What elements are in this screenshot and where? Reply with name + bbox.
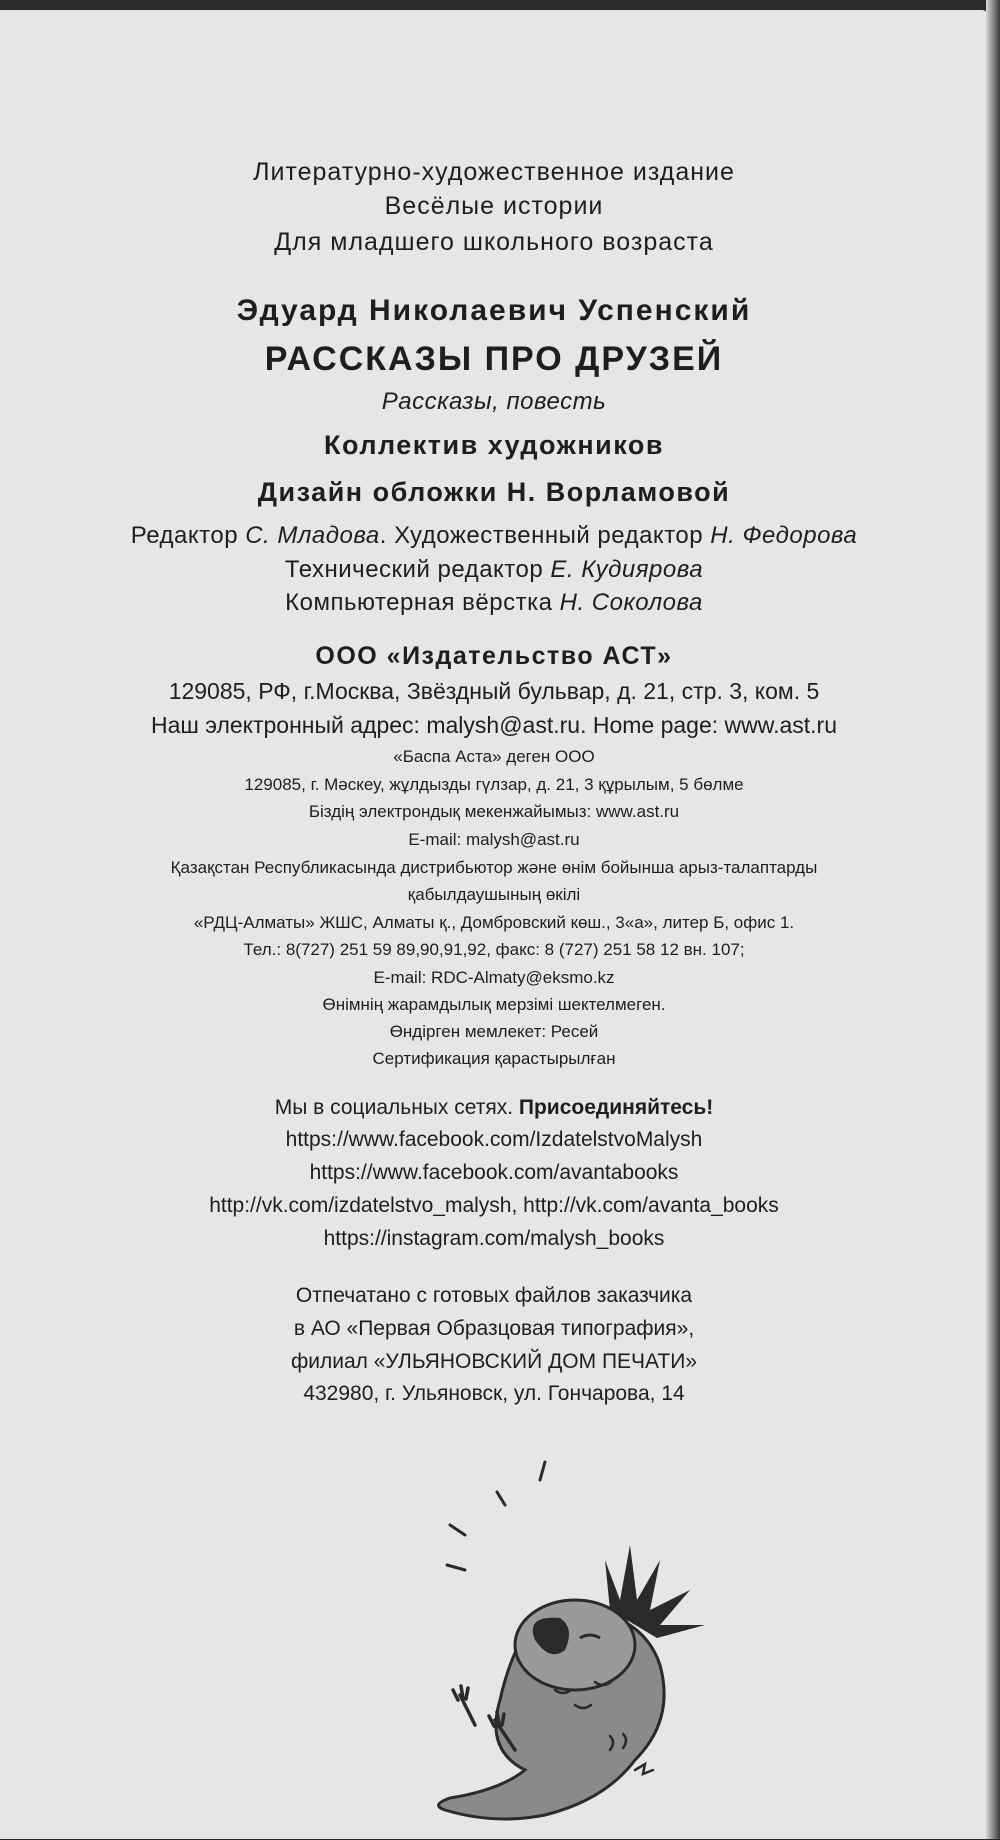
tech-editor-name: Е. Кудиярова [550,556,704,583]
kz-line-9: E-mail: RDC-Almaty@eksmo.kz [373,968,615,987]
tech-editor-label: Технический редактор [284,556,544,583]
social-facebook-2: https://www.facebook.com/avantabooks [309,1161,679,1184]
age-group: Для младшего школьного возраста [274,228,714,256]
printing-line-1: Отпечатано с готовых файлов заказчика [295,1284,693,1307]
social-intro [0,1096,988,1120]
kz-line-12: Сертификация қарастырылған [372,1049,616,1068]
credits-tech-editor [0,556,988,584]
kz-line-3: Біздің электрондық мекенжайымыз: www.ast.ru [308,802,680,821]
illustrators: Коллектив художников [324,430,664,460]
social-instagram: https://instagram.com/malysh_books [323,1227,665,1250]
edition-type: Литературно-художественное издание [253,158,735,186]
kz-line-10: Өнімнің жарамдылық мерзімі шектелмеген. [322,995,666,1014]
book-title: РАССКАЗЫ ПРО ДРУЗЕЙ [264,340,724,378]
publisher-address: 129085, РФ, г.Москва, Звёздный бульвар, д. 21, стр. 3, ком. 5 [168,678,820,704]
kz-line-2: 129085, г. Мәскеу, жұлдызды гүлзар, д. 21, 3 құрылым, 5 бөлме [244,775,744,794]
editor-label: Редактор [130,522,239,549]
kz-line-1: «Баспа Аста» деген ООО [393,747,595,766]
kz-line-5: Қазақстан Республикасында дистрибьютор және өнім бойынша арыз-талаптарды [170,858,818,877]
kz-line-8: Тел.: 8(727) 251 59 89,90,91,92, факс: 8 (727) 251 58 12 вн. 107; [243,940,745,959]
layout-name: Н. Соколова [559,589,703,616]
printing-line-3: филиал «УЛЬЯНОВСКИЙ ДОМ ПЕЧАТИ» [290,1350,698,1373]
series-name: Весёлые истории [384,192,604,220]
editor-name: С. Младова [245,522,380,549]
imprint-page [0,10,988,1839]
cockatoo-illustration [405,1450,785,1840]
publisher-web: Наш электронный адрес: malysh@ast.ru. Home page: www.ast.ru [150,712,838,738]
genre: Рассказы, повесть [381,388,607,415]
social-vk: http://vk.com/izdatelstvo_malysh, http://vk.com/avanta_books [209,1194,779,1217]
publisher-name: ООО «Издательство АСТ» [315,642,673,670]
credits-layout [0,589,988,617]
kz-line-4: E-mail: malysh@ast.ru [408,830,580,849]
social-join: Присоединяйтесь! [518,1096,714,1119]
kz-line-7: «РДЦ-Алматы» ЖШС, Алматы қ., Домбровский көш., 3«а», литер Б, офис 1. [193,913,795,932]
social-facebook-1: https://www.facebook.com/IzdatelstvoMalysh [285,1128,703,1151]
layout-label: Компьютерная вёрстка [285,589,553,616]
page-edge-shadow [986,0,1000,1839]
author-name: Эдуард Николаевич Успенский [236,294,752,327]
credits-editors: Редактор С. Младова. Художественный редактор Н. Федорова [130,522,858,549]
cover-design: Дизайн обложки Н. Ворламовой [257,477,731,507]
printing-line-2: в АО «Первая Образцовая типография», [293,1317,695,1340]
kz-line-6: қабылдаушының өкілі [407,885,581,904]
printing-line-4: 432980, г. Ульяновск, ул. Гончарова, 14 [303,1382,685,1405]
art-editor-name: Н. Федорова [710,522,858,549]
art-editor-label: Художественный редактор [394,522,704,549]
social-intro-text: Мы в социальных сетях. [274,1096,514,1119]
kz-line-11: Өндірген мемлекет: Ресей [389,1022,599,1041]
